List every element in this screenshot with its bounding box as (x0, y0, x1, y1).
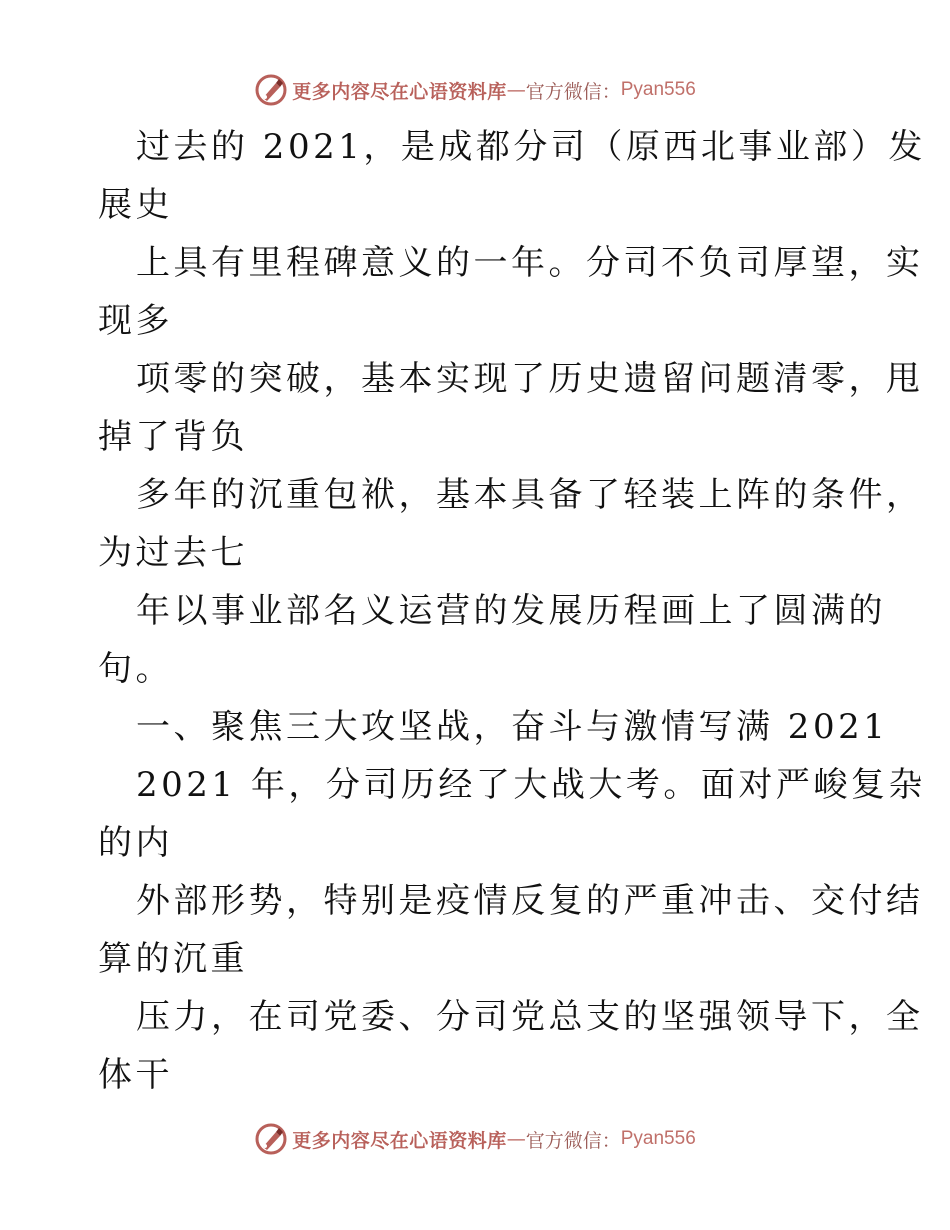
footer-watermark (0, 1119, 950, 1159)
body-line: 现多 (98, 301, 173, 341)
watermark-wechat-id: Pyan556 (620, 1128, 696, 1149)
body-line: 的内 (98, 823, 173, 863)
watermark-brand-text: 更多内容尽在心语资料库 (292, 1129, 507, 1152)
pen-logo-icon (254, 1122, 288, 1156)
body-line: 项零的突破，基本实现了历史遗留问题清零，甩 (136, 359, 924, 399)
section-heading: 一、聚焦三大攻坚战，奋斗与激情写满 2021 (136, 707, 889, 747)
watermark-label: 官方微信： (525, 1129, 621, 1152)
body-line: 掉了背负 (98, 417, 248, 457)
body-line: 年以事业部名义运营的发展历程画上了圆满的 (136, 591, 886, 631)
watermark-wechat-id: Pyan556 (620, 79, 696, 100)
body-line: 算的沉重 (98, 939, 248, 979)
body-line: 展史 (98, 185, 173, 225)
watermark-label: 官方微信： (525, 80, 621, 103)
watermark-dash: — (506, 1128, 526, 1150)
watermark-dash: — (506, 79, 526, 101)
body-line: 为过去七 (98, 533, 248, 573)
body-line: 外部形势，特别是疫情反复的严重冲击、交付结 (136, 881, 924, 921)
header-watermark (0, 70, 950, 110)
body-line: 压力，在司党委、分司党总支的坚强领导下，全 (136, 997, 924, 1037)
body-line: 体干 (98, 1055, 173, 1095)
pen-logo-icon (254, 73, 288, 107)
watermark-brand-text: 更多内容尽在心语资料库 (292, 80, 507, 103)
body-line: 上具有里程碑意义的一年。分司不负司厚望，实 (136, 243, 924, 283)
body-line: 2021 年，分司历经了大战大考。面对严峻复杂 (136, 765, 926, 805)
body-line: 句。 (98, 649, 173, 689)
body-line: 过去的 2021，是成都分司（原西北事业部）发 (136, 127, 926, 167)
body-line: 多年的沉重包袱，基本具备了轻装上阵的条件， (136, 475, 924, 515)
